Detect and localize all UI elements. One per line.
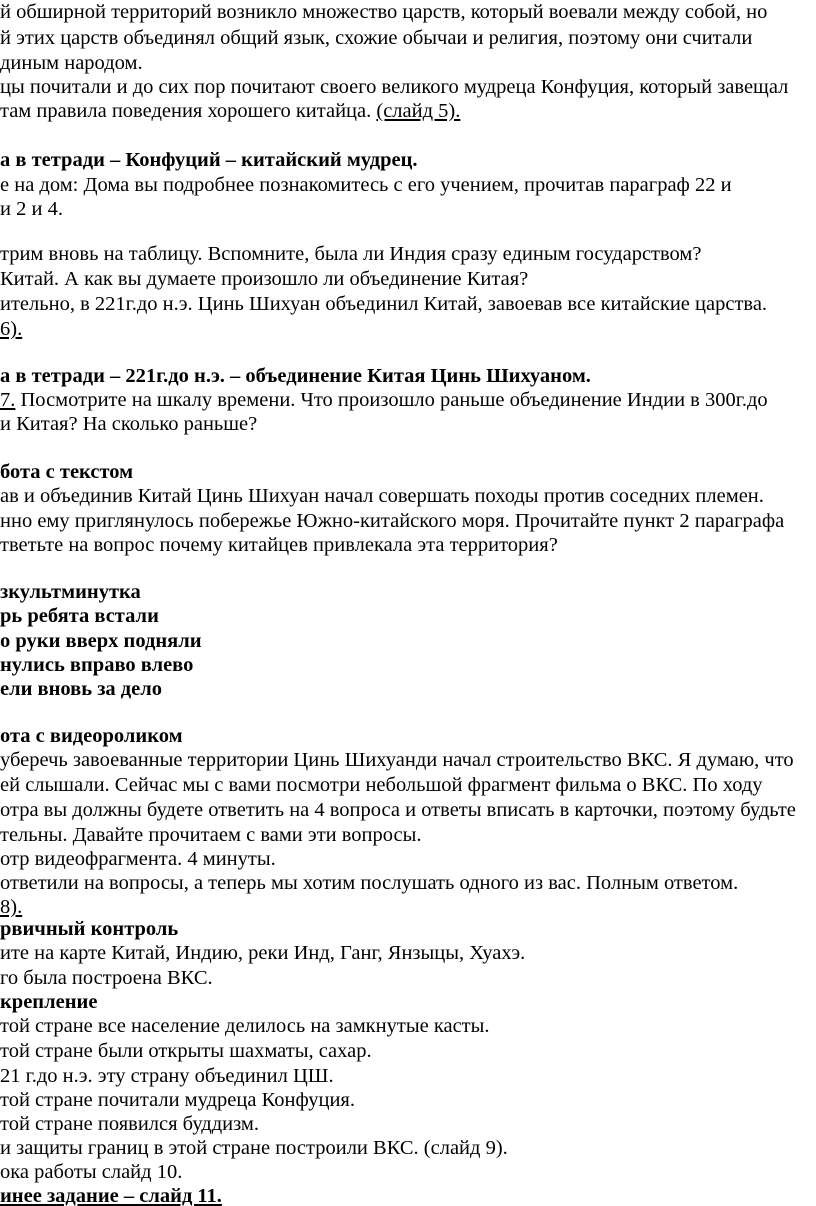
line-text: там правила поведения хорошего китайца.	[0, 100, 377, 122]
paragraph-line: ока работы слайд 10.	[0, 1161, 183, 1183]
paragraph-line	[0, 101, 460, 122]
paragraph-line: ответили на вопросы, а теперь мы хотим послушать одного из вас. Полным ответом.	[0, 872, 739, 894]
paragraph-line: ительно, в 221г.до н.э. Цинь Шихуан объединил Китай, завоевав все китайские царства.	[0, 293, 768, 315]
paragraph-line: диным народом.	[0, 52, 143, 74]
list-item: той стране появился буддизм.	[0, 1113, 260, 1135]
slide-reference-link: 8).	[0, 896, 23, 918]
poem-line: рь ребята встали	[0, 605, 159, 627]
paragraph-line: отра вы должны будете ответить на 4 вопроса и ответы вписать в карточки, поэтому будьте	[0, 799, 796, 821]
list-item: той стране все население делилось на замкнутые касты.	[0, 1015, 490, 1037]
section-heading: ота с видеороликом	[0, 725, 183, 747]
paragraph-line: й этих царств объединял общий язык, схожие обычаи и религия, поэтому они считали	[0, 27, 753, 49]
list-item: ите на карте Китай, Индию, реки Инд, Ганг, Янзыцы, Хуахэ.	[0, 942, 526, 964]
paragraph-line: ей слышали. Сейчас мы с вами посмотри небольшой фрагмент фильма о ВКС. По ходу	[0, 774, 763, 796]
notebook-heading: а в тетради – 221г.до н.э. – объединение Китая Цинь Шихуаном.	[0, 365, 591, 387]
paragraph-line: нно ему приглянулось побережье Южно-китайского моря. Прочитайте пункт 2 параграфа	[0, 510, 785, 532]
section-heading: бота с текстом	[0, 461, 134, 483]
paragraph-line: уберечь завоеванные территории Цинь Шихуанди начал строительство ВКС. Я думаю, что	[0, 749, 794, 771]
paragraph-line: и Китая? На сколько раньше?	[0, 413, 258, 435]
list-item: и защиты границ в этой стране построили ВКС. (слайд 9).	[0, 1137, 508, 1159]
slide-reference-link: (слайд 5).	[376, 100, 461, 122]
paragraph-line: й обширной территорий возникло множество царств, который воевали между собой, но	[0, 1, 768, 23]
line-text: Посмотрите на шкалу времени. Что произошло раньше объединение Индии в 300г.до	[15, 389, 768, 411]
list-item: 21 г.до н.э. эту страну объединил ЦШ.	[0, 1065, 334, 1087]
section-heading: крепление	[0, 991, 98, 1013]
paragraph-line: трим вновь на таблицу. Вспомните, была ли Индия сразу единым государством?	[0, 243, 702, 265]
list-item: той стране были открыты шахматы, сахар.	[0, 1040, 372, 1062]
section-heading: рвичный контроль	[0, 918, 179, 940]
paragraph-line: ав и объединив Китай Цинь Шихуан начал совершать походы против соседних племен.	[0, 485, 764, 507]
notebook-heading: а в тетради – Конфуций – китайский мудрец.	[0, 149, 418, 171]
paragraph-line: и 2 и 4.	[0, 198, 63, 220]
paragraph-line: тельны. Давайте прочитаем с вами эти вопросы.	[0, 824, 422, 846]
poem-line: ели вновь за дело	[0, 678, 163, 700]
paragraph-line: е на дом: Дома вы подробнее познакомитесь с его учением, прочитав параграф 22 и	[0, 174, 732, 196]
paragraph-line: отр видеофрагмента. 4 минуты.	[0, 848, 276, 870]
poem-line: нулись вправо влево	[0, 654, 194, 676]
paragraph-line: цы почитали и до сих пор почитают своего великого мудреца Конфуция, который завещал	[0, 76, 789, 98]
paragraph-line: Китай. А как вы думаете произошло ли объединение Китая?	[0, 268, 529, 290]
slide-reference-link: 7.	[0, 389, 16, 411]
paragraph-line	[0, 390, 768, 411]
list-item: го была построена ВКС.	[0, 967, 213, 989]
paragraph-line: тветьте на вопрос почему китайцев привлекала эта территория?	[0, 534, 558, 556]
section-heading: зкультминутка	[0, 581, 141, 603]
slide-reference-link: 6).	[0, 318, 23, 340]
list-item: той стране почитали мудреца Конфуция.	[0, 1089, 355, 1111]
poem-line: о руки вверх подняли	[0, 630, 202, 652]
homework-heading: инее задание – слайд 11.	[0, 1185, 222, 1206]
